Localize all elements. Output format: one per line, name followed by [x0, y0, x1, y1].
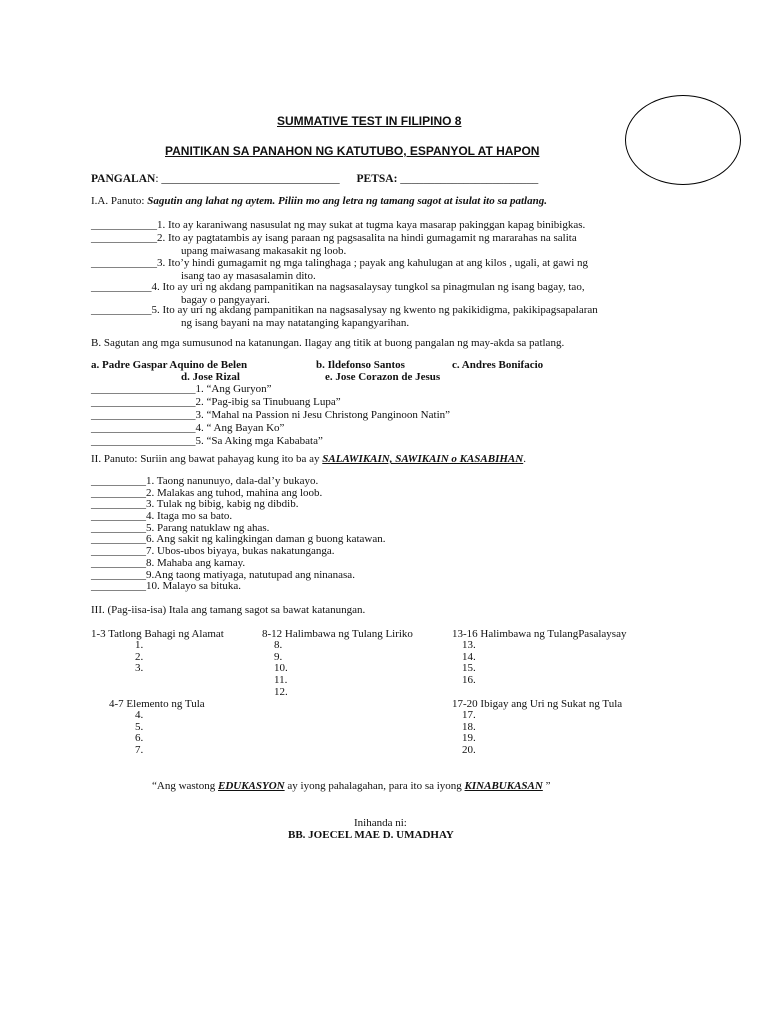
- part-ia-item-3: ____________3. Ito’y hindi gumagamit ng mga talinghaga ; payak ang kahulugan at ang kilos , ugali, at gawi ng isang tao ay masasalamin dito.: [91, 257, 589, 282]
- part-b-items: [91, 383, 450, 448]
- choice-e: e. Jose Corazon de Jesus: [325, 371, 441, 383]
- col3-head: 13-16 Halimbawa ng TulangPasalaysay: [452, 628, 627, 640]
- col1-head: 1-3 Tatlong Bahagi ng Alamat: [91, 628, 224, 640]
- col1b-head: 4-7 Elemento ng Tula: [109, 698, 205, 710]
- part-ii-item: __________6. Ang sakit ng kalingkingan daman g buong katawan.: [91, 533, 386, 546]
- name-blank: : _______________________________: [155, 173, 340, 185]
- part-b-item: ___________________5. “Sa Aking mga Kababata”: [91, 435, 323, 447]
- author-name: BB. JOECEL MAE D. UMADHAY: [288, 829, 454, 841]
- part-ia-item-4: ___________4. Ito ay uri ng akdang pampanitikan na nagsasalaysay tungkol sa pinagmulan ng isang bagay, tao, bagay o pangyayari.: [91, 281, 585, 306]
- col1-items: 1. 2. 3.: [135, 639, 144, 675]
- part-ii-item: __________7. Ubos-ubos biyaya, bukas nakatunganga.: [91, 545, 335, 558]
- motto-quote: “Ang wastong EDUKASYON ay iyong pahalagahan, para ito sa iyong KINABUKASAN ”: [152, 780, 551, 792]
- part-ia-item-1: ____________1. Ito ay karaniwang nasusulat ng may sukat at tugma kaya masarap pakinggan kapag binibigkas.: [91, 219, 586, 231]
- name-line: [91, 173, 538, 185]
- part-ii-item: __________8. Mahaba ang kamay.: [91, 556, 246, 569]
- part-ia-item-5: ___________5. Ito ay uri ng akdang pampanitikan na nagsasalysay ng kwento ng pakikidigma, pakikipagsapalaran ng isang bayani na may natatanging kapangyarihan.: [91, 304, 598, 329]
- prepared-by-label: Inihanda ni:: [354, 817, 407, 829]
- part-b-instruction: B. Sagutan ang mga sumusunod na katanungan. Ilagay ang titik at buong pangalan ng may-akda sa patlang.: [91, 337, 565, 349]
- part-ii-items: [91, 476, 386, 593]
- col2-head: 8-12 Halimbawa ng Tulang Liriko: [262, 628, 413, 640]
- choice-c: c. Andres Bonifacio: [452, 359, 544, 371]
- part-b-item: ___________________3. “Mahal na Passion ni Jesu Christong Panginoon Natin”: [91, 409, 451, 421]
- part-ii-item: __________4. Itaga mo sa bato.: [91, 510, 233, 523]
- col1b-items: 4. 5. 6. 7.: [135, 709, 144, 757]
- choice-b: b. Ildefonso Santos: [316, 359, 405, 371]
- part-ii-item: __________5. Parang natuklaw ng ahas.: [91, 521, 270, 534]
- part-ia-item-2: ____________2. Ito ay pagtatambis ay isang paraan ng pagsasalita na hindi gumagamit ng mararahas na salita upang maiwasang makasakit ng loob.: [91, 232, 577, 257]
- part-b-item: ___________________1. “Ang Guryon”: [91, 383, 272, 395]
- part-ii-item: __________1. Taong nanunuyo, dala-dal’y bukayo.: [91, 475, 319, 487]
- part-ii-item: __________10. Malayo sa bituka.: [91, 580, 242, 593]
- choice-a: a. Padre Gaspar Aquino de Belen: [91, 359, 248, 371]
- part-b-item: ___________________4. “ Ang Bayan Ko”: [91, 422, 285, 434]
- test-subtitle: PANITIKAN SA PANAHON NG KATUTUBO, ESPANYOL AT HAPON: [165, 144, 540, 158]
- part-ii-item: __________2. Malakas ang tuhod, mahina ang loob.: [91, 486, 323, 499]
- part-ii-item: __________9.Ang taong matiyaga, natutupad ang ninanasa.: [91, 568, 355, 581]
- part-iii-instruction: III. (Pag-iisa-isa) Itala ang tamang sagot sa bawat katanungan.: [91, 604, 366, 616]
- part-ii-instruction: II. Panuto: Suriin ang bawat pahayag kung ito ba ay SALAWIKAIN, SAWIKAIN o KASABIHAN.: [91, 453, 526, 465]
- photo-circle: [625, 95, 741, 185]
- choice-d: d. Jose Rizal: [181, 371, 240, 383]
- col3b-items: 17. 18. 19. 20.: [462, 709, 476, 757]
- part-ii-item: __________3. Tulak ng bibig, kabig ng dibdib.: [91, 498, 299, 511]
- col2-items: 8. 9. 10. 11. 12.: [274, 639, 288, 698]
- part-b-item: ___________________2. “Pag-ibig sa Tinubuang Lupa”: [91, 396, 341, 408]
- name-label: PANGALAN: [91, 173, 156, 185]
- date-label: PETSA:: [356, 173, 398, 185]
- date-blank: ________________________: [397, 173, 539, 185]
- part-ia-instruction: I.A. Panuto: Sagutin ang lahat ng aytem. Piliin mo ang letra ng tamang sagot at isulat ito sa patlang.: [91, 195, 547, 207]
- col3-items: 13. 14. 15. 16.: [462, 639, 476, 687]
- test-title: SUMMATIVE TEST IN FILIPINO 8: [277, 114, 462, 128]
- col3b-head: 17-20 Ibigay ang Uri ng Sukat ng Tula: [452, 698, 623, 710]
